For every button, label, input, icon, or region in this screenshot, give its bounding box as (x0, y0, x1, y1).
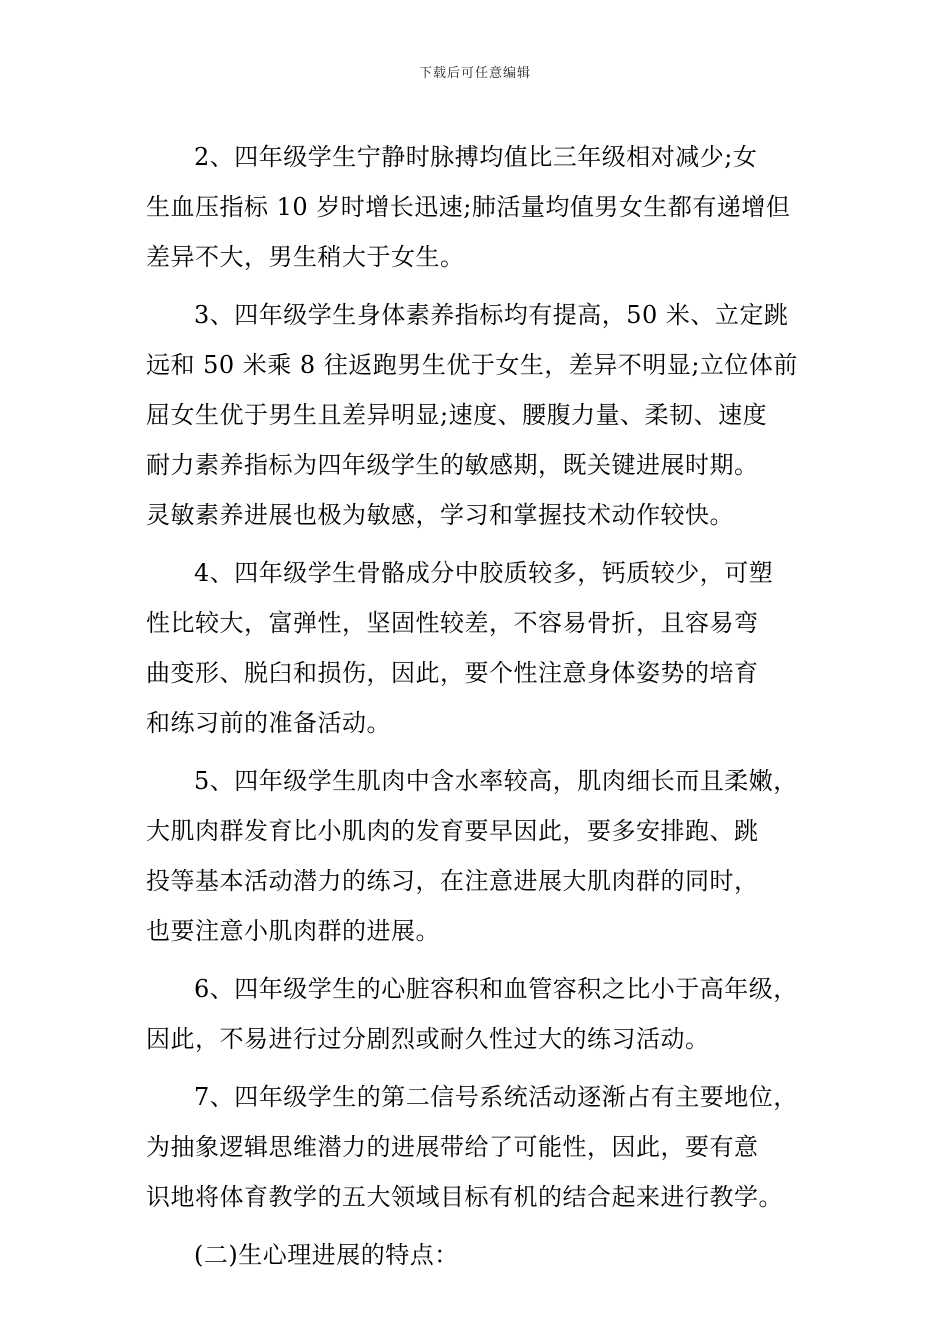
paragraph-line: 屈女生优于男生且差异明显;速度、腰腹力量、柔韧、速度 (146, 401, 768, 429)
paragraph-line: 4、四年级学生骨骼成分中胶质较多，钙质较少，可塑 (194, 559, 774, 587)
paragraph-line: 远和 50 米乘 8 往返跑男生优于女生，差异不明显;立位体前 (146, 351, 798, 379)
paragraph-2 (146, 132, 818, 282)
paragraph-line: 也要注意小肌肉群的进展。 (146, 917, 440, 945)
paragraph-5 (146, 756, 818, 956)
paragraph-line: 6、四年级学生的心脏容积和血管容积之比小于高年级， (194, 975, 798, 1003)
paragraph-line: 因此，不易进行过分剧烈或耐久性过大的练习活动。 (146, 1025, 710, 1053)
paragraph-3 (146, 290, 818, 540)
paragraph-line: 投等基本活动潜力的练习，在注意进展大肌肉群的同时， (146, 867, 759, 895)
paragraph-6 (146, 964, 818, 1064)
paragraph-line: 识地将体育教学的五大领域目标有机的结合起来进行教学。 (146, 1183, 783, 1211)
paragraph-4 (146, 548, 818, 748)
paragraph-line: 曲变形、脱臼和损伤，因此，要个性注意身体姿势的培育 (146, 659, 759, 687)
paragraph-line: 灵敏素养进展也极为敏感，学习和掌握技术动作较快。 (146, 501, 734, 529)
paragraph-line: 生血压指标 10 岁时增长迅速;肺活量均值男女生都有递增但 (146, 193, 791, 221)
paragraph-7 (146, 1072, 818, 1222)
paragraph-line: 耐力素养指标为四年级学生的敏感期，既关键进展时期。 (146, 451, 759, 479)
paragraph-line: 和练习前的准备活动。 (146, 709, 391, 737)
page-header: 下载后可任意编辑 (418, 66, 531, 81)
paragraph-line: 为抽象逻辑思维潜力的进展带给了可能性，因此，要有意 (146, 1133, 759, 1161)
paragraph-line: 3、四年级学生身体素养指标均有提高，50 米、立定跳 (194, 301, 789, 329)
paragraph-line: 差异不大，男生稍大于女生。 (146, 243, 465, 271)
section-heading (146, 1230, 818, 1280)
paragraph-line: 性比较大，富弹性，坚固性较差，不容易骨折，且容易弯 (146, 609, 759, 637)
paragraph-line: 5、四年级学生肌肉中含水率较高，肌肉细长而且柔嫩， (194, 767, 798, 795)
paragraph-line: 7、四年级学生的第二信号系统活动逐渐占有主要地位， (194, 1083, 798, 1111)
paragraph-line: 大肌肉群发育比小肌肉的发育要早因此，要多安排跑、跳 (146, 817, 759, 845)
paragraph-line: 2、四年级学生宁静时脉搏均值比三年级相对减少;女 (194, 143, 758, 171)
section-heading-line: (二)生心理进展的特点： (194, 1241, 459, 1269)
document-body (146, 132, 818, 1280)
